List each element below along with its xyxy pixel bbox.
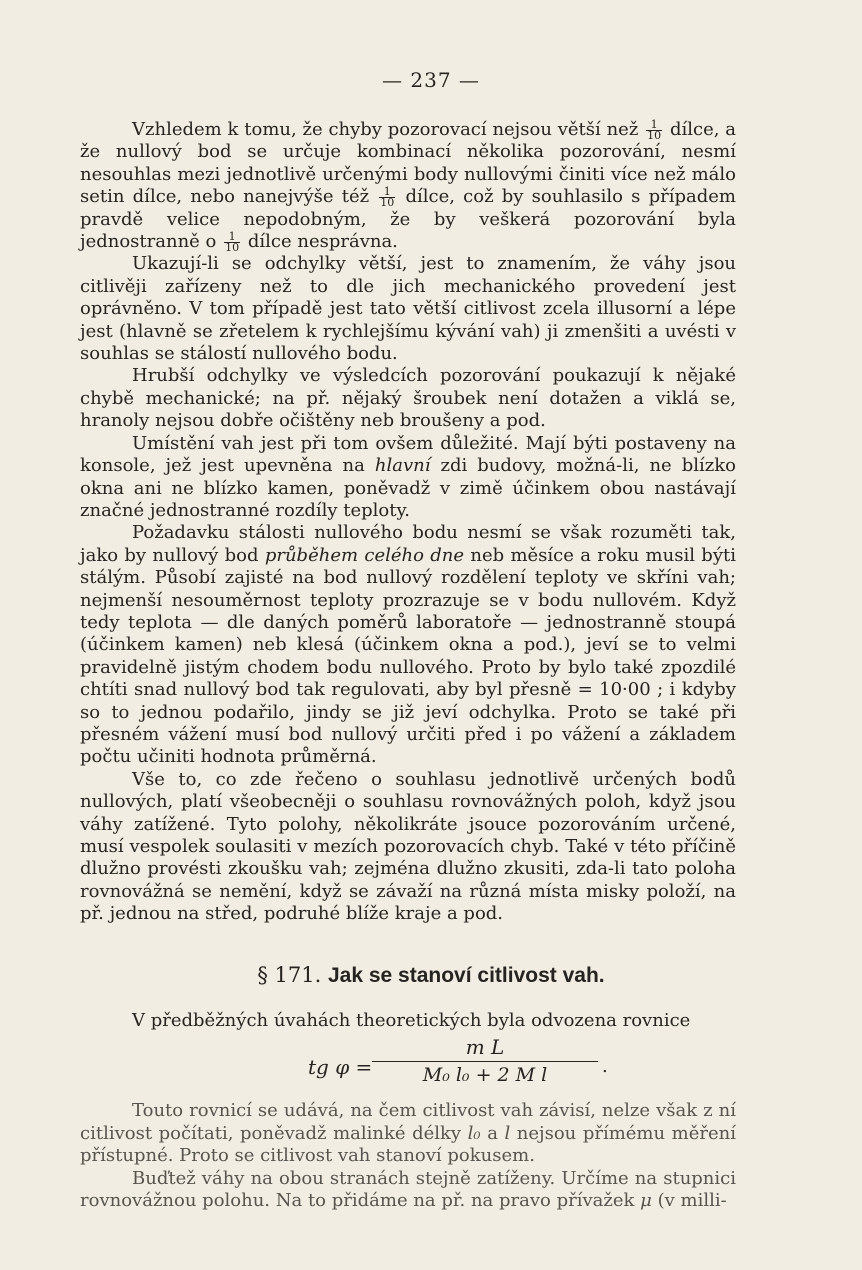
equation-lhs: tg φ = — [308, 1055, 373, 1080]
main-text — [80, 119, 736, 926]
text-run: Požadavku stálosti nullového bodu nesmí se však rozuměti tak, jako by nullový bod — [80, 522, 736, 566]
paragraph-4 — [80, 433, 736, 523]
text-run: dílce, a že nullový bod se určuje kombinací několika pozorování, nesmí nesouhlas mezi jednotlivě určenými body nullovými činiti více než málo setin dílce, nebo nanejvýše též — [80, 119, 736, 208]
fraction-denominator: 10 — [225, 240, 240, 254]
text-run: zdi budovy, možná-li, ne blízko okna ani ne blízko kamen, poněvadž v zimě účinkem obou nastávají značné jednostranné rozdíly teploty. — [80, 455, 736, 521]
page-number: — 237 — — [382, 68, 480, 92]
text-run: dílce nesprávna. — [247, 231, 398, 253]
paragraph-3: Hrubší odchylky ve výsledcích pozorování poukazují k nějaké chybě mechanické; na př. nějaký šroubek není dotažen a viklá se, hranoly nejsou dobře očištěny neb broušeny a pod. — [80, 365, 736, 432]
fraction-numerator: 1 — [224, 232, 240, 243]
section-text — [80, 1010, 736, 1212]
text-run: Vzhledem k tomu, že chyby pozorovací nejsou větší než — [132, 119, 639, 140]
paragraph-2: Ukazují-li se odchylky větší, jest to znamením, že váhy jsou citlivěji zařízeny než to dle jich mechanického provedení jest oprávněno. V tom případě jest tato větší citlivost zcela illusorní a lépe jest (hlavně se zřetelem k rychlejšímu kývání vah) ji zmenšiti a uvésti v souhlas se stálostí nullového bodu. — [80, 253, 736, 365]
paragraph-6: Vše to, co zde řečeno o souhlasu jednotlivě určených bodů nullových, platí všeobecněji o souhlasu rovnovážných poloh, když jsou váhy zatížené. Tyto polohy, několikráte jsouce pozorováním určené, musí vespolek soulasiti v mezích pozorovacích chyb. Také v této příčině dlužno provésti zkoušku vah; zejména dlužno zkusiti, zda-li tato poloha rovnovážná se nemění, když se závaží na různá místa misky položí, na př. jednou na střed, podruhé blíže kraje a pod. — [80, 768, 736, 925]
math-symbol: l₀ — [467, 1122, 481, 1144]
text-run: dílce, což by souhlasilo s případem pravdě velice nepodobným, že by veškerá pozorování byla jednostranně o — [80, 186, 736, 253]
section-paragraph-1 — [80, 1100, 736, 1167]
paragraph-5 — [80, 522, 736, 768]
fraction-numerator: 1 — [646, 120, 662, 131]
section-paragraph-2 — [80, 1168, 736, 1213]
equation-numerator: m L — [372, 1036, 598, 1061]
text-run: Buďtež váhy na obou stranách stejně zatíženy. Určíme na stupnici rovnovážnou polohu. Na to přidáme na př. na pravo přívažek — [80, 1167, 736, 1212]
section-title: Jak se stanoví citlivost vah. — [327, 964, 605, 987]
fraction — [379, 184, 395, 209]
fraction-denominator: 10 — [380, 195, 395, 209]
equation-period: . — [602, 1056, 608, 1078]
fraction — [646, 117, 662, 142]
math-symbol: l — [504, 1122, 511, 1144]
equation-fraction — [372, 1036, 598, 1086]
emphasis: hlavní — [374, 455, 431, 477]
emphasis: průběhem celého dne — [264, 544, 465, 566]
fraction-numerator: 1 — [379, 187, 395, 198]
section-number: § 171. — [257, 963, 322, 987]
fraction — [224, 229, 240, 254]
text-run: a — [487, 1122, 498, 1144]
text-run: Umístění vah jest při tom ovšem důležité. Mají býti postaveny na konsole, jež jest upevněna na — [80, 432, 736, 477]
section-heading — [0, 963, 862, 988]
text-run: neb měsíce a roku musil býti stálým. Působí zajisté na bod nullový rozdělení teploty ve skříni vah; nejmenší nesouměrnost teploty prozrazuje se v bodu nullovém. Když tedy teplota — dle daných poměrů laboratoře — jednostranně stoupá (účinkem kamen) neb klesá (účinkem okna a pod.), jeví se to velmi pravidelně jistým chodem bodu nullového. Proto by bylo také zpozdilé chtíti snad nullový bod tak regulovati, aby byl přesně = 10·00 ; i kdyby so to jednou podařilo, jindy se již jeví odchylka. Proto se také při přesném vážení musí bod nullový určiti před i po vážení a základem počtu učiniti hodnota průměrná. — [80, 544, 736, 768]
text-run: nejsou přímému měření přístupné. Proto se citlivost vah stanoví pokusem. — [80, 1122, 736, 1167]
equation — [80, 1034, 736, 1096]
equation-denominator: M₀ l₀ + 2 M l — [422, 1063, 548, 1086]
text-run: (v milli- — [657, 1190, 727, 1212]
text-run: Touto rovnicí se udává, na čem citlivost vah závisí, nelze však z ní citlivost počítati, poněvadž malinké délky — [80, 1100, 736, 1144]
math-symbol: μ — [640, 1190, 652, 1212]
section-intro: V předběžných úvahách theoretických byla odvozena rovnice — [132, 1010, 691, 1031]
fraction-denominator: 10 — [647, 128, 662, 142]
paragraph-1 — [80, 119, 736, 253]
